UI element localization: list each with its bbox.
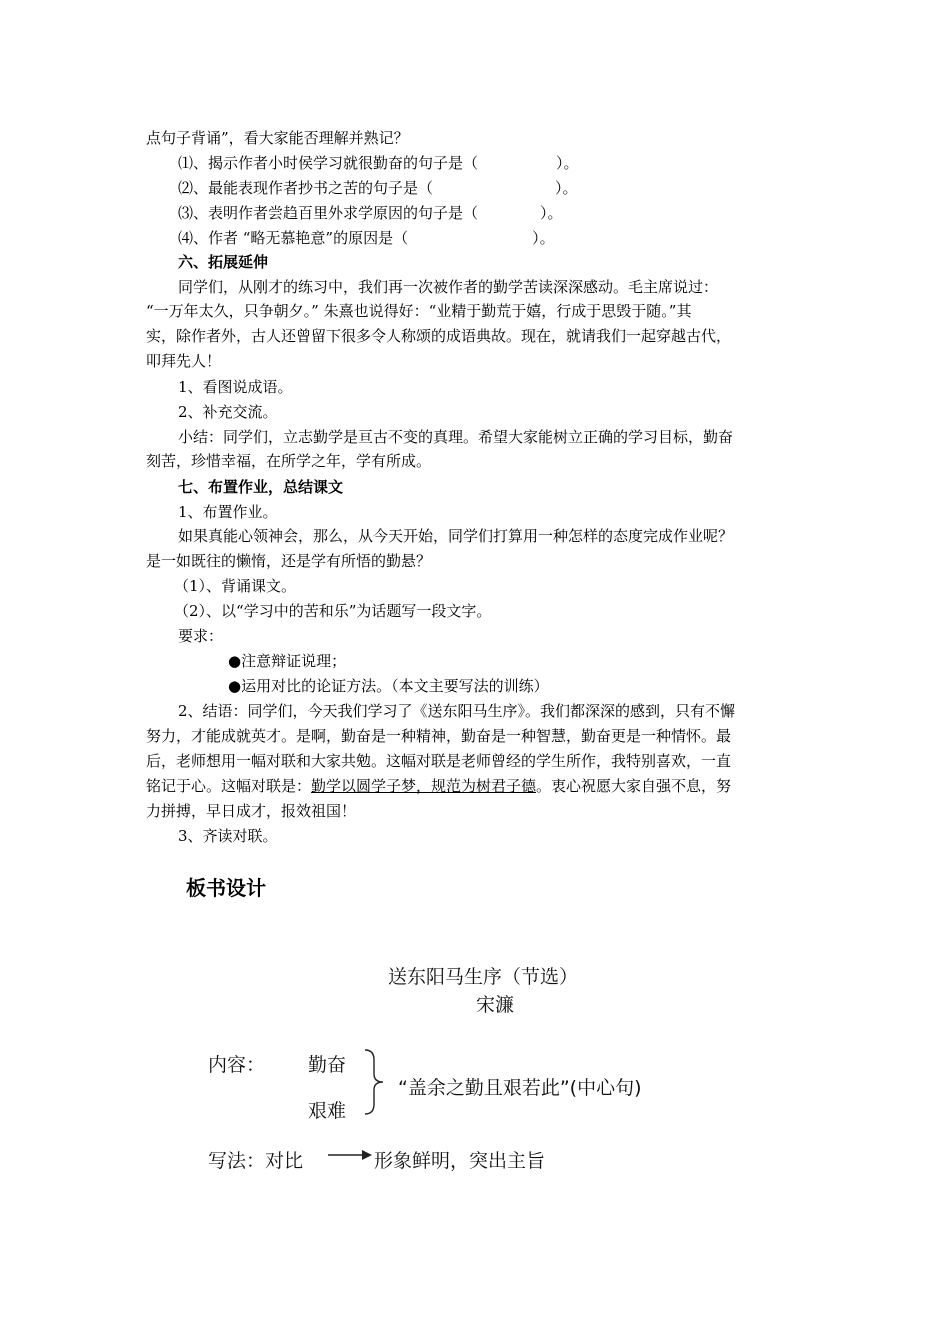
question-2-end: ）。	[555, 179, 578, 197]
paragraph-extension-3: 实，除作者外，古人还曾留下很多令人称颂的成语典故。现在，就请我们一起穿越古代，	[146, 327, 732, 345]
bullet-item: ●运用对比的论证方法。（本文主要写法的训练）	[228, 677, 549, 695]
arrow-right-icon	[328, 1145, 374, 1165]
curly-brace-icon	[362, 1048, 386, 1116]
paragraph-homework-2: 是一如既往的懒惰，还是学有所悟的勤悬？	[146, 552, 432, 570]
list-item: 3、齐读对联。	[178, 827, 278, 845]
section-heading-6: 六、拓展延伸	[178, 253, 269, 271]
method-result: 形象鲜明，突出主旨	[374, 1150, 546, 1172]
section-heading-7: 七、布置作业，总结课文	[178, 478, 344, 496]
paragraph-conclusion-5: 力拼搏，早日成才，报效祖国！	[146, 802, 357, 820]
paragraph-extension-4: 叩拜先人！	[146, 352, 222, 370]
question-1	[178, 153, 579, 173]
question-2	[178, 178, 578, 198]
question-2-text: ⑵、最能表现作者抄书之苦的句子是（	[178, 179, 434, 197]
paragraph-summary-1: 小结：同学们，立志勤学是亘古不变的真理。希望大家能树立正确的学习目标，勤奋	[178, 428, 734, 446]
content-item-diligence: 勤奋	[308, 1054, 347, 1076]
bullet-item: ●注意辩证说理；	[228, 652, 347, 670]
question-3-text: ⑶、表明作者尝趋百里外求学原因的句子是（	[178, 204, 479, 222]
paragraph-conclusion-4	[146, 776, 731, 796]
paragraph-extension-1: 同学们，从刚才的练习中，我们再一次被作者的勤学苦读深深感动。毛主席说过：	[178, 278, 719, 296]
method-label: 写法：对比	[208, 1150, 304, 1172]
list-item: 2、补充交流。	[178, 403, 278, 421]
paragraph-extension-2: “一万年太久，只争朝夕。” 朱熹也说得好：“业精于勤荒于嬉，行成于思毁于随。”其	[146, 302, 692, 320]
question-3	[178, 203, 563, 223]
couplet-underlined: 勤学以圆学子梦，规范为树君子德	[311, 777, 537, 795]
requirements-label: 要求：	[178, 627, 224, 645]
paragraph-summary-2: 刻苦，珍惜幸福，在所学之年，学有所成。	[146, 452, 432, 470]
paragraph-conclusion-3: 后，老师想用一幅对联和大家共勉。这幅对联是老师曾经的学生所作，我特别喜欢，一直	[146, 752, 732, 770]
board-author: 宋濂	[476, 994, 515, 1016]
board-title: 送东阳马生序（节选）	[388, 966, 579, 988]
content-label: 内容：	[208, 1054, 266, 1076]
list-item: （1）、背诵课文。	[174, 577, 297, 595]
question-1-end: ）。	[556, 154, 579, 172]
question-4	[178, 228, 555, 248]
question-4-text: ⑷、作者 “略无慕艳意”的原因是（	[178, 229, 409, 247]
center-sentence: “盖余之勤且艰若此”(中心句)	[398, 1077, 642, 1099]
board-design-heading: 板书设计	[186, 876, 266, 900]
question-4-end: ）。	[532, 229, 555, 247]
conclusion-text: 铭记于心。这幅对联是：	[146, 777, 312, 795]
list-item: （2）、以“学习中的苦和乐”为话题写一段文字。	[174, 602, 492, 620]
list-item: 1、布置作业。	[178, 503, 278, 521]
paragraph-conclusion-1: 2、结语：同学们，今天我们学习了《送东阳马生序》。我们都深深的感到，只有不懈	[178, 702, 736, 720]
conclusion-text-end: 。衷心祝愿大家自强不息，努	[536, 777, 732, 795]
list-item: 1、看图说成语。	[178, 378, 293, 396]
question-3-end: ）。	[540, 204, 563, 222]
paragraph-intro: 点句子背诵”，看大家能否理解并熟记？	[146, 129, 409, 147]
question-1-text: ⑴、揭示作者小时侯学习就很勤奋的句子是（	[178, 154, 479, 172]
content-item-hardship: 艰难	[308, 1100, 347, 1122]
paragraph-conclusion-2: 努力，才能成就英才。是啊，勤奋是一种精神，勤奋是一种智慧，勤奋更是一种情怀。最	[146, 727, 732, 745]
paragraph-homework-1: 如果真能心领神会，那么，从今天开始，同学们打算用一种怎样的态度完成作业呢？	[178, 527, 734, 545]
